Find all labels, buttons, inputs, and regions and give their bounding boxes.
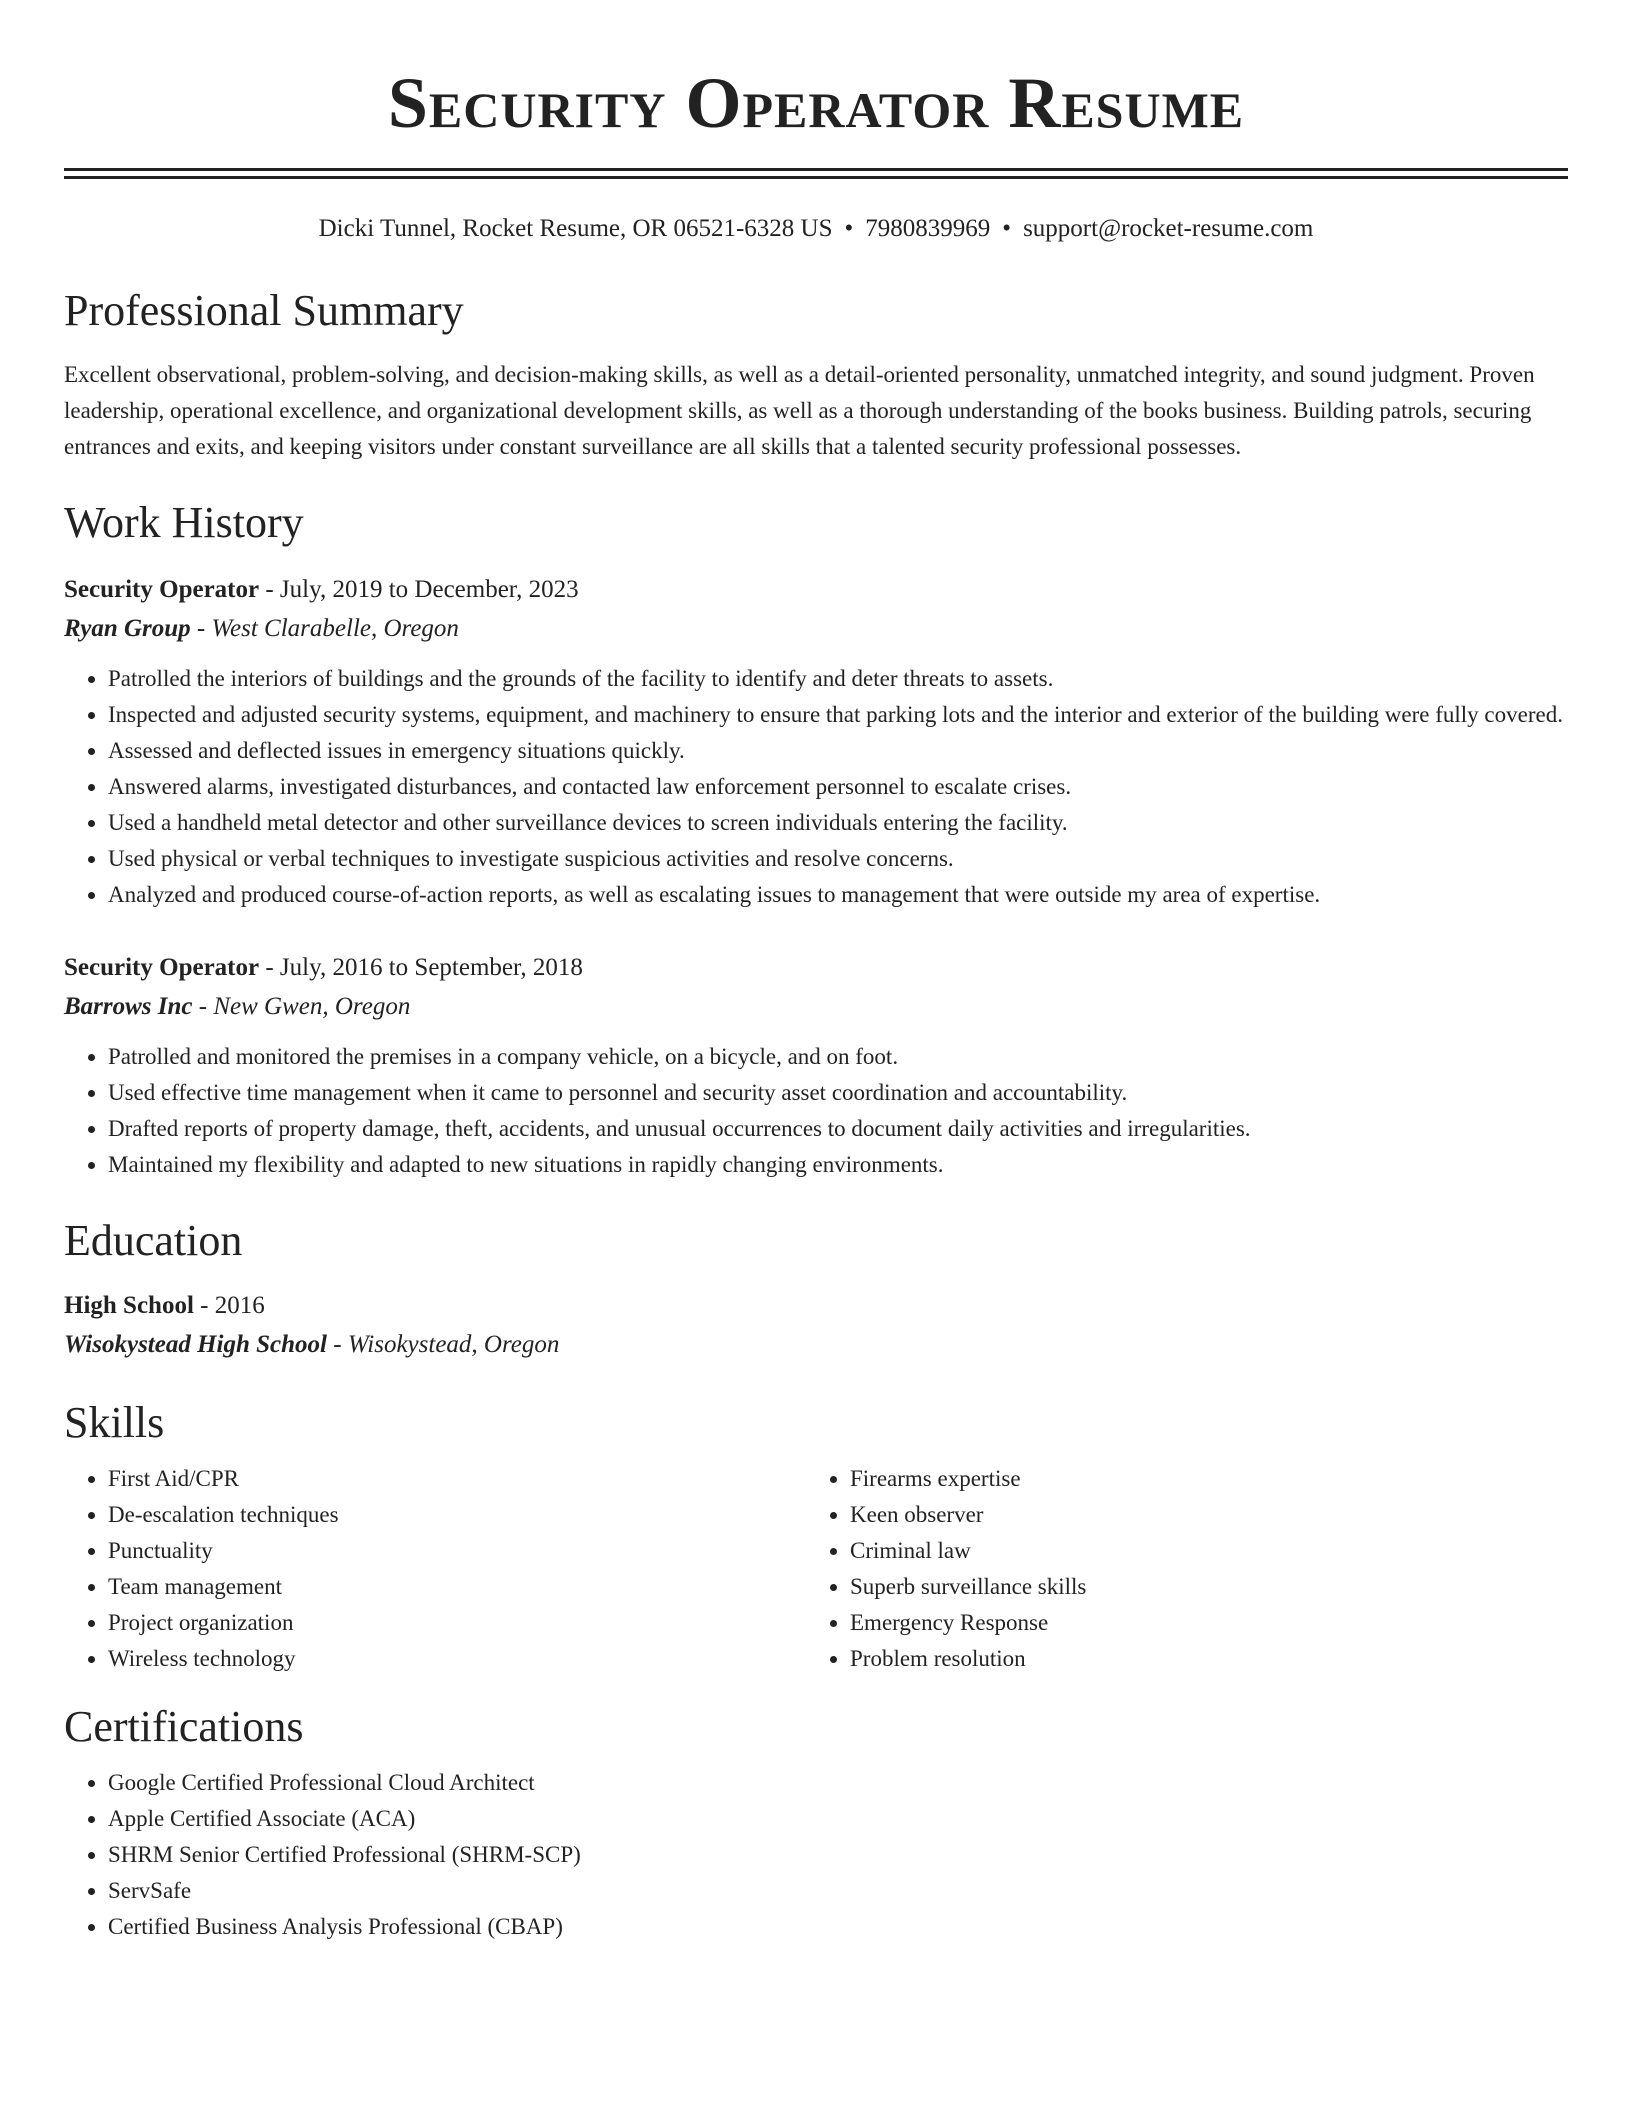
title-divider — [64, 168, 1568, 179]
certification-item: • Google Certified Professional Cloud Architect — [108, 1765, 1568, 1801]
bullet-separator: • — [844, 215, 854, 242]
certification-item: • SHRM Senior Certified Professional (SHRM-SCP) — [108, 1837, 1568, 1873]
list-item: • Maintained my flexibility and adapted to new situations in rapidly changing environments. — [108, 1147, 1568, 1183]
education-entry — [64, 1287, 1568, 1365]
work-history-heading: Work History — [64, 498, 304, 547]
skill-item: • Superb surveillance skills — [850, 1569, 1548, 1605]
summary-text: Excellent observational, problem-solving, and decision-making skills, as well as a detail-oriented personality, unmatched integrity, and sound judgment. Proven leadership, operational excellence, and organizational development skills, as well as a thorough understanding of the books business. Building patrols, securing entrances and exits, and keeping visitors under constant surveillance are all skills that a talented security professional possesses. — [64, 362, 1535, 459]
skill-item: • Problem resolution — [850, 1641, 1548, 1677]
certification-item: • ServSafe — [108, 1873, 1568, 1909]
skills-column-right — [806, 1461, 1548, 1677]
employer-location: - West Clarabelle, Oregon — [190, 615, 459, 642]
job-title-line — [64, 571, 1568, 609]
graduation-year: - 2016 — [193, 1292, 265, 1319]
list-item: • Assessed and deflected issues in emergency situations quickly. — [108, 733, 1568, 769]
list-item: • Patrolled the interiors of buildings and the grounds of the facility to identify and deter threats to assets. — [108, 661, 1568, 697]
skill-item: • Team management — [108, 1569, 806, 1605]
skill-item: • Emergency Response — [850, 1605, 1548, 1641]
education-heading: Education — [64, 1216, 243, 1265]
skill-item: • Punctuality — [108, 1533, 806, 1569]
school-name: Wisokystead High School — [64, 1331, 327, 1358]
skill-item: • Keen observer — [850, 1497, 1548, 1533]
job-title: Security Operator — [64, 954, 260, 981]
skill-item: • Criminal law — [850, 1533, 1548, 1569]
skill-item: • Project organization — [108, 1605, 806, 1641]
list-item: • Inspected and adjusted security systems, equipment, and machinery to ensure that parking lots and the interior and exterior of the building were fully covered. — [108, 697, 1568, 733]
certification-item: • Apple Certified Associate (ACA) — [108, 1801, 1568, 1837]
list-item: • Analyzed and produced course-of-action reports, as well as escalating issues to management that were outside my area of expertise. — [108, 877, 1568, 913]
certification-item: • Certified Business Analysis Professional (CBAP) — [108, 1909, 1568, 1945]
employer-location: - New Gwen, Oregon — [192, 993, 411, 1020]
list-item: • Patrolled and monitored the premises in a company vehicle, on a bicycle, and on foot. — [108, 1039, 1568, 1075]
resume-title: Security Operator Resume — [387, 63, 1245, 143]
skill-item: • Wireless technology — [108, 1641, 806, 1677]
school-line — [64, 1325, 1568, 1365]
contact-line — [64, 213, 1568, 245]
degree: High School — [64, 1292, 194, 1319]
job-entry — [64, 949, 1568, 1183]
skill-item: • De-escalation techniques — [108, 1497, 806, 1533]
skills-heading: Skills — [64, 1398, 165, 1447]
skills-column-left — [64, 1461, 806, 1677]
list-item: • Answered alarms, investigated disturbances, and contacted law enforcement personnel to escalate crises. — [108, 769, 1568, 805]
certifications-heading: Certifications — [64, 1702, 304, 1751]
job-dates: - July, 2016 to September, 2018 — [259, 954, 583, 981]
summary-heading: Professional Summary — [64, 286, 464, 335]
list-item: • Used effective time management when it came to personnel and security asset coordination and accountability. — [108, 1075, 1568, 1111]
job-title: Security Operator — [64, 576, 260, 603]
skill-item: • Firearms expertise — [850, 1461, 1548, 1497]
job-duties-list — [64, 1039, 1568, 1183]
contact-phone: 7980839969 — [865, 215, 991, 242]
certifications-list — [64, 1765, 1568, 1945]
list-item: • Drafted reports of property damage, theft, accidents, and unusual occurrences to document daily activities and irregularities. — [108, 1111, 1568, 1147]
job-entry — [64, 571, 1568, 913]
skills-grid — [64, 1461, 1568, 1677]
bullet-separator: • — [1002, 215, 1012, 242]
employer-name: Barrows Inc — [64, 993, 193, 1020]
job-title-line — [64, 949, 1568, 987]
employer-line — [64, 609, 1568, 649]
employer-name: Ryan Group — [64, 615, 191, 642]
degree-line — [64, 1287, 1568, 1325]
list-item: • Used physical or verbal techniques to investigate suspicious activities and resolve concerns. — [108, 841, 1568, 877]
employer-line — [64, 987, 1568, 1027]
job-dates: - July, 2019 to December, 2023 — [259, 576, 579, 603]
list-item: • Used a handheld metal detector and other surveillance devices to screen individuals entering the facility. — [108, 805, 1568, 841]
skill-item: • First Aid/CPR — [108, 1461, 806, 1497]
school-location: - Wisokystead, Oregon — [327, 1331, 560, 1358]
job-duties-list — [64, 661, 1568, 913]
contact-address: Dicki Tunnel, Rocket Resume, OR 06521-6328 US — [318, 215, 833, 242]
contact-email: support@rocket-resume.com — [1023, 215, 1314, 242]
